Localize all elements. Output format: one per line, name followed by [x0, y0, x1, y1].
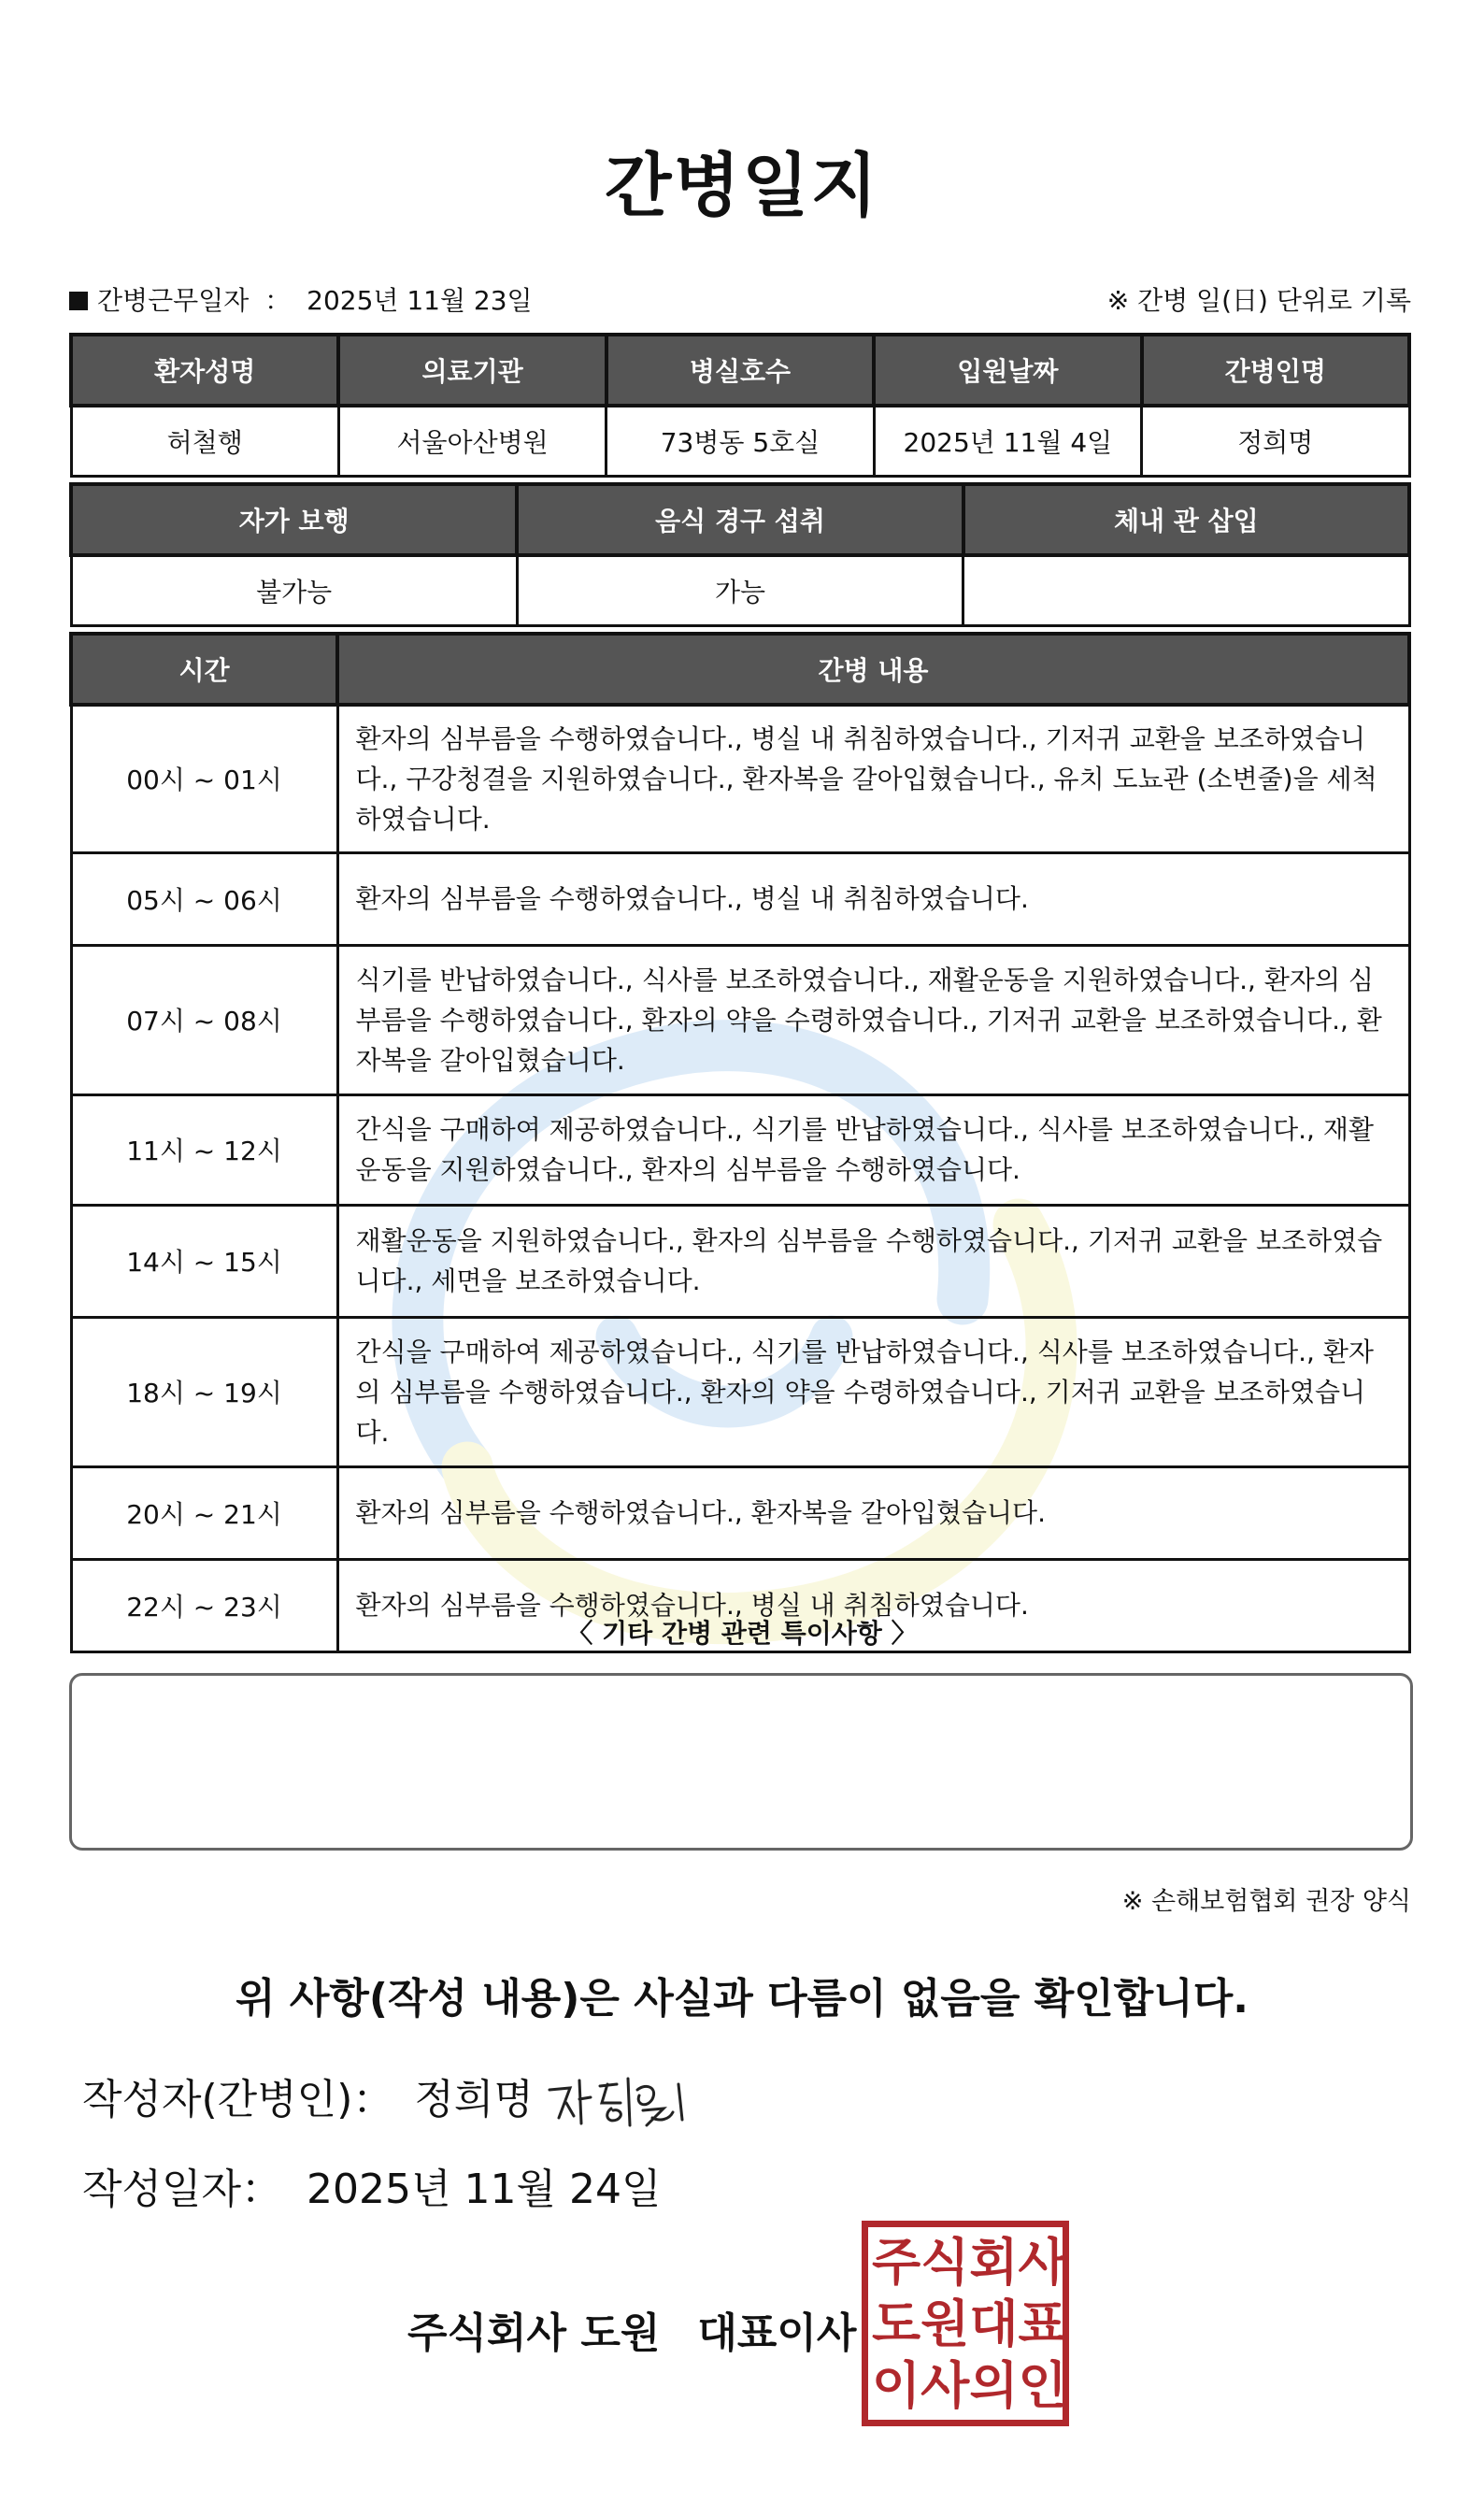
patient-info-value-row [71, 406, 1409, 477]
table-row [71, 705, 1409, 852]
ceo-title: 대표이사 [697, 2309, 857, 2357]
written-date-line [82, 2155, 661, 2215]
confirmation-statement: 위 사항(작성 내용)은 사실과 다름이 없음을 확인합니다. [235, 1975, 1249, 2023]
log-content: 환자의 심부름을 수행하였습니다., 환자복을 갈아입혔습니다. [337, 1466, 1409, 1559]
header-self-walking: 자가 보행 [71, 484, 517, 555]
company-line [407, 2299, 856, 2359]
admission-date: 2025년 11월 4일 [874, 406, 1141, 477]
table-row [71, 945, 1409, 1094]
log-time: 14시 ~ 15시 [71, 1205, 337, 1317]
header-admission-date: 입원날짜 [874, 335, 1141, 406]
self-walking-value: 불가능 [71, 555, 517, 626]
log-content: 간식을 구매하여 제공하였습니다., 식기를 반납하였습니다., 식사를 보조하였습니다., 재활운동을 지원하였습니다., 환자의 심부름을 수행하였습니다. [337, 1094, 1409, 1205]
special-notes-title: 〈 기타 간병 관련 특이사항 〉 [566, 1618, 918, 1649]
log-content: 환자의 심부름을 수행하였습니다., 병실 내 취침하였습니다., 기저귀 교환을 보조하였습니다., 구강청결을 지원하였습니다., 환자복을 갈아입혔습니다., 유치 도뇨관 (소변줄)을 세척하였습니다. [337, 705, 1409, 852]
header-oral-intake: 음식 경구 섭취 [517, 484, 963, 555]
header-room: 병실호수 [606, 335, 874, 406]
log-content: 간식을 구매하여 제공하였습니다., 식기를 반납하였습니다., 식사를 보조하였습니다., 환자의 심부름을 수행하였습니다., 환자의 약을 수령하였습니다., 기저귀 교환을 보조하였습니다. [337, 1317, 1409, 1466]
table-row [71, 852, 1409, 945]
care-log-header-row [71, 634, 1409, 705]
seal-char: 주 [872, 2232, 921, 2292]
room-number: 73병동 5호실 [606, 406, 874, 477]
log-time: 20시 ~ 21시 [71, 1466, 337, 1559]
written-date-value: 2025년 11월 24일 [307, 2166, 662, 2213]
care-log-table [69, 632, 1411, 1653]
header-patient-name: 환자성명 [71, 335, 338, 406]
seal-char: 인 [1018, 2355, 1067, 2415]
header-time: 시간 [71, 634, 337, 705]
company-seal-stamp [862, 2221, 1069, 2426]
header-care-content: 간병 내용 [337, 634, 1409, 705]
log-content: 식기를 반납하였습니다., 식사를 보조하였습니다., 재활운동을 지원하였습니다., 환자의 심부름을 수행하였습니다., 환자의 약을 수령하였습니다., 기저귀 교환을 보조하였습니다., 환자복을 갈아입혔습니다. [337, 945, 1409, 1094]
work-date-value: 2025년 11월 23일 [307, 285, 533, 316]
header-tube-insertion: 체내 관 삽입 [963, 484, 1409, 555]
written-date-label: 작성일자： [82, 2166, 283, 2213]
seal-char: 회 [969, 2232, 1019, 2292]
header-hospital: 의료기관 [338, 335, 606, 406]
seal-char: 식 [920, 2232, 970, 2292]
caregiver-name: 정희명 [1142, 406, 1409, 477]
seal-char: 원 [920, 2294, 970, 2353]
log-time: 18시 ~ 19시 [71, 1317, 337, 1466]
log-time: 05시 ~ 06시 [71, 852, 337, 945]
log-time: 11시 ~ 12시 [71, 1094, 337, 1205]
work-date-separator: ： [264, 285, 292, 316]
status-value-row [71, 555, 1409, 626]
log-content: 재활운동을 지원하였습니다., 환자의 심부름을 수행하였습니다., 기저귀 교환을 보조하였습니다., 세면을 보조하였습니다. [337, 1205, 1409, 1317]
seal-char: 표 [1018, 2294, 1067, 2353]
log-time: 22시 ~ 23시 [71, 1559, 337, 1651]
seal-char: 의 [969, 2355, 1019, 2415]
header-caregiver: 간병인명 [1142, 335, 1409, 406]
seal-char: 대 [969, 2294, 1019, 2353]
log-content: 환자의 심부름을 수행하였습니다., 병실 내 취침하였습니다. [337, 1559, 1409, 1651]
record-note: ※ 간병 일(日) 단위로 기록 [1106, 285, 1411, 316]
writer-line [82, 2066, 534, 2125]
company-name: 주식회사 도원 [407, 2309, 661, 2357]
patient-name: 허철행 [71, 406, 338, 477]
seal-char: 이 [872, 2355, 921, 2415]
status-info-table [69, 482, 1411, 627]
tube-insertion-value [963, 555, 1409, 626]
table-row [71, 1205, 1409, 1317]
special-notes-box[interactable] [69, 1673, 1413, 1851]
seal-char: 사 [1018, 2232, 1067, 2292]
patient-info-table [69, 333, 1411, 478]
status-header-row [71, 484, 1409, 555]
work-date-label: 간병근무일자 [97, 285, 250, 316]
handwritten-signature [542, 2062, 701, 2137]
square-bullet-icon [69, 292, 88, 310]
writer-label: 작성자(간병인)： [82, 2076, 394, 2123]
writer-name: 정희명 [414, 2076, 534, 2123]
oral-intake-value: 가능 [517, 555, 963, 626]
log-content: 환자의 심부름을 수행하였습니다., 병실 내 취침하였습니다. [337, 852, 1409, 945]
table-row [71, 1466, 1409, 1559]
recommend-note: ※ 손해보험협회 권장 양식 [1121, 1887, 1411, 1916]
table-row [71, 1094, 1409, 1205]
seal-char: 사 [920, 2355, 970, 2415]
work-date-line [69, 280, 533, 318]
log-time: 07시 ~ 08시 [71, 945, 337, 1094]
seal-char: 도 [872, 2294, 921, 2353]
document-title: 간병일지 [605, 146, 879, 226]
hospital-name: 서울아산병원 [338, 406, 606, 477]
table-row [71, 1317, 1409, 1466]
log-time: 00시 ~ 01시 [71, 705, 337, 852]
patient-info-header-row [71, 335, 1409, 406]
